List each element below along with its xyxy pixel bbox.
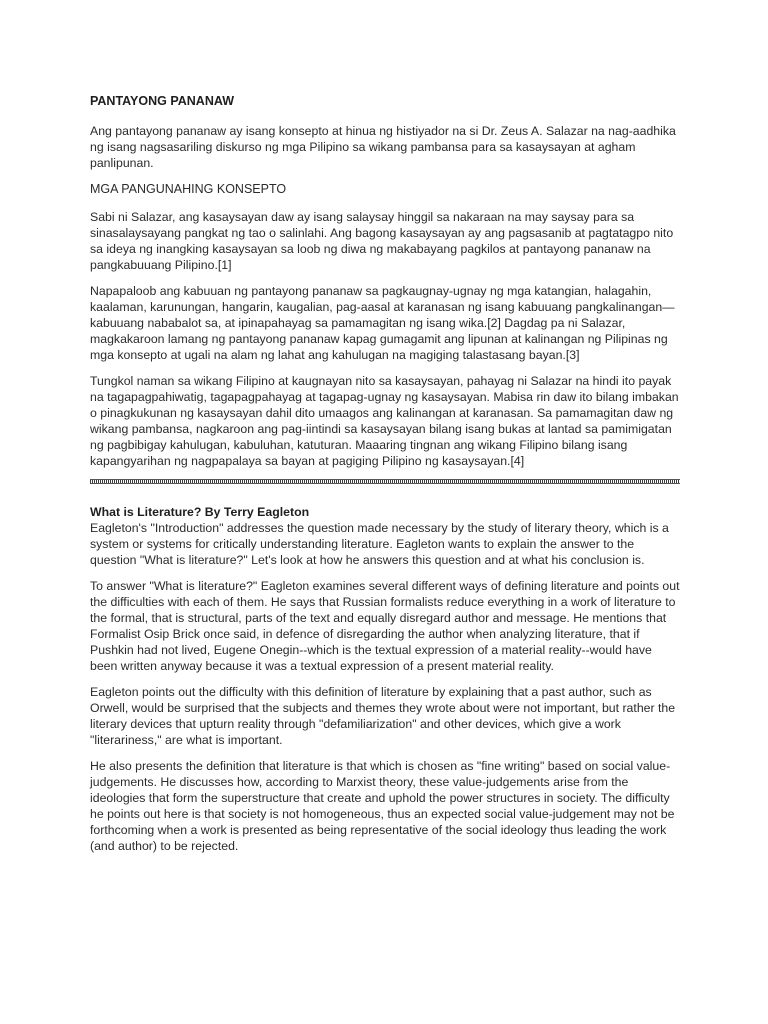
section-heading: MGA PANGUNAHING KONSEPTO <box>90 182 287 196</box>
body-paragraph-1: Sabi ni Salazar, ang kasaysayan daw ay isang salaysay hinggil sa nakaraan na may saysay para sa sinasalaysayang pangkat ng tao o salinlahi. Ang bagong kasaysayan ay ang pagsasanib at pagtatagpo nito sa ideya ng inangking kasaysayan sa loob ng diwa ng makabayang pagkilos at pantayong pananaw na pangkabuuang Pilipino.[1] <box>90 210 674 272</box>
document-title: PANTAYONG PANANAW <box>90 94 234 108</box>
article-title: What is Literature? By Terry Eagleton <box>90 505 310 519</box>
body-paragraph-2: Napapaloob ang kabuuan ng pantayong pananaw sa pagkaugnay-ugnay ng mga katangian, halagahin, kaalaman, karunungan, hangarin, kaugalian, pag-aasal at karanasan ng isang kabuuang pangkalinangan—kabuuang nababalot sa, at ipinapahayag sa pamamagitan ng isang wika.[2] Dagdag pa ni Salazar, magkakaroon lamang ng pantayong pananaw kapag gumagamit ang lipunan at kalinangan ng Pilipinas ng mga konsepto at ugali na alam ng lahat ang kahulugan na magiging talastasang bayan.[3] <box>90 284 675 362</box>
section-divider <box>90 479 680 484</box>
article-paragraph-3: Eagleton points out the difficulty with this definition of literature by explaining that a past author, such as Orwell, would be surprised that the subjects and themes they wrote about were not important, but rather the literary devices that upturn reality through "defamiliarization" and other devices, which give a work "literariness," are what is important. <box>90 685 676 747</box>
article-paragraph-4: He also presents the definition that literature is that which is chosen as "fine writing" based on social value-judgements. He discusses how, according to Marxist theory, these value-judgements arise from the ideologies that form the superstructure that create and uphold the power structures in society. The difficulty he points out here is that society is not homogeneous, thus an expected social value-judgement may not be forthcoming when a work is presented as being representative of the social ideology thus leading the work (and author) to be rejected. <box>90 759 675 853</box>
article-paragraph-1: Eagleton's "Introduction" addresses the question made necessary by the study of literary theory, which is a system or systems for critically understanding literature. Eagleton wants to explain the answer to the question "What is literature?" Let's look at how he answers this question and at what his conclusion is. <box>90 521 669 567</box>
body-paragraph-3: Tungkol naman sa wikang Filipino at kaugnayan nito sa kasaysayan, pahayag ni Salazar na hindi ito payak na tagapagpahiwatig, tagapagpahayag at tagapag-ugnay ng kasaysayan. Mabisa rin daw ito bilang imbakan o pinagkukunan ng kasaysayan dahil dito umaagos ang kalinangan at karanasan. Sa pamamagitan daw ng wikang pambansa, nagkaroon ang pag-iintindi sa kasaysayan bilang isang bukas at lantad sa pamimigatan ng pagbibigay kahulugan, kabuluhan, katuturan. Maaaring tingnan ang wikang Filipino bilang isang kapangyarihan ng nagpapalaya sa bayan at pagiging Pilipino ng kasaysayan.[4] <box>90 374 679 468</box>
intro-paragraph: Ang pantayong pananaw ay isang konsepto at hinua ng histiyador na si Dr. Zeus A. Salazar na nag-aadhika ng isang nagsasariling diskurso ng mga Pilipino sa wikang pambansa para sa kasaysayan at agham panlipunan. <box>90 124 676 170</box>
article-paragraph-2: To answer "What is literature?" Eagleton examines several different ways of defining literature and points out the difficulties with each of them. He says that Russian formalists reduce everything in a work of literature to the formal, that is structural, parts of the text and equally disregard author and message. He mentions that Formalist Osip Brick once said, in defence of disregarding the author when analyzing literature, that if Pushkin had not lived, Eugene Onegin--which is the textual expression of a material reality--would have been written anyway because it was a textual expression of a present material reality. <box>90 579 680 673</box>
